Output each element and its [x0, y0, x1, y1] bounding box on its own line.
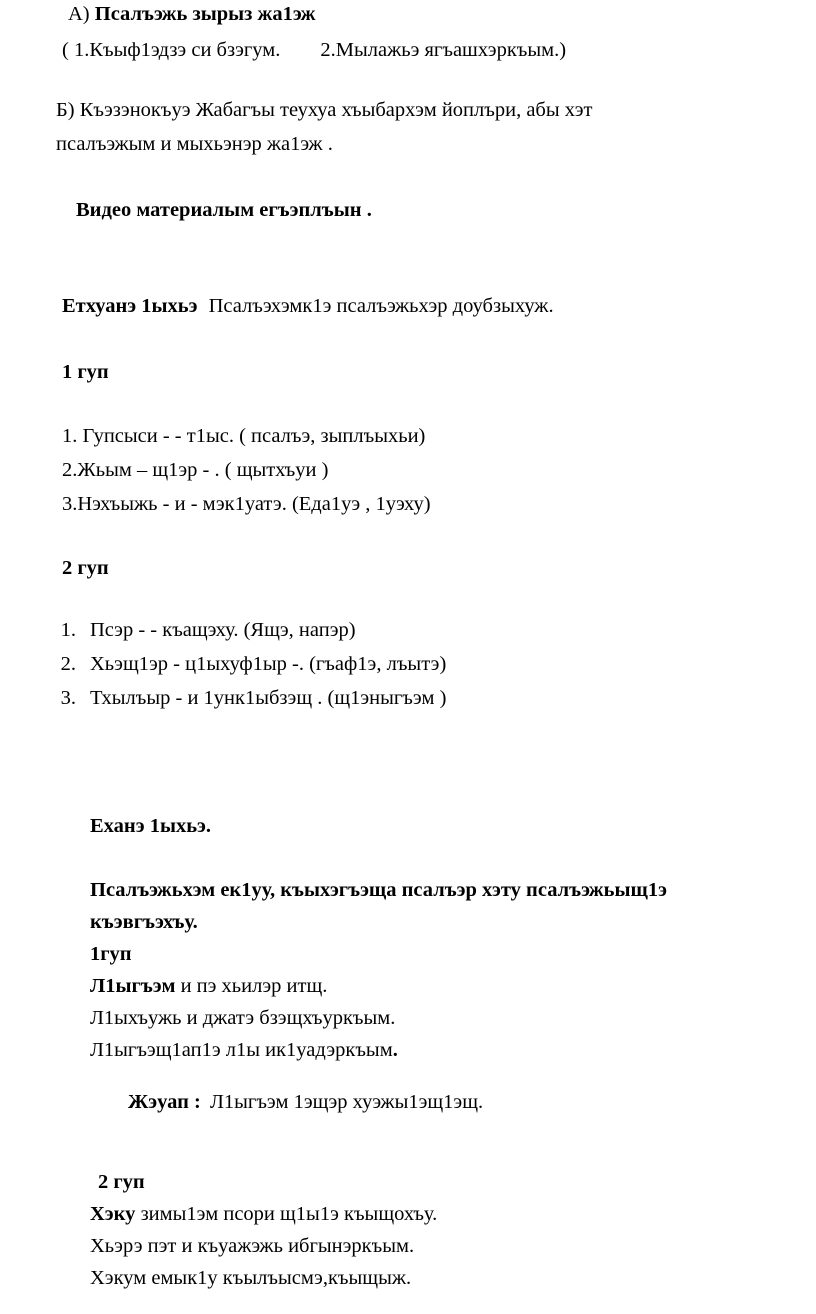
list-number: 3.	[60, 687, 76, 709]
section-a-title-line	[68, 2, 315, 26]
group-1-item: 3.Нэхъыжь - и - мэк1уатэ. (Еда1уэ , 1уэху)	[62, 493, 431, 515]
section-a-proverbs-line	[62, 38, 566, 62]
group-3-heading: 1гуп	[90, 943, 132, 965]
group-1-item: 2.Жьым – щ1эр - . ( щытхъуи )	[62, 459, 329, 481]
task-1-line	[62, 294, 554, 318]
group-4-line-1	[90, 1202, 437, 1226]
section-b-line-1: Б) Къэзэнокъуэ Жабагъы теухуа хъыбархэм йоплъри, абы хэт	[56, 99, 593, 121]
section-b-line-2: псалъэжым и мыхьэнэр жа1эж .	[56, 133, 333, 155]
group-1-heading: 1 гуп	[62, 361, 109, 383]
task-2-instruction-1: Псалъэжьхэм ек1уу, къыхэгъэща псалъэр хэту псалъэжьыщ1э	[90, 879, 667, 901]
list-number: 2.	[60, 653, 76, 675]
group-2-item	[52, 652, 446, 676]
list-text: Псэр - - къащэху. (Ящэ, напэр)	[90, 619, 356, 641]
group-2-heading: 2 гуп	[62, 557, 109, 579]
keyword: Л1ыгъэм	[90, 975, 176, 997]
list-text: Тхылъыр - и 1унк1ыбзэщ . (щ1эныгъэм )	[90, 687, 447, 709]
answer-text: Л1ыгъэм 1эщэр хуэжы1эщ1эщ.	[209, 1091, 484, 1113]
group-3-line-3	[90, 1038, 398, 1062]
group-1-item: 1. Гупсыси - - т1ыс. ( псалъэ, зыплъыхьи)	[62, 425, 426, 447]
group-3-line-2: Л1ыхъужь и джатэ бзэщхъуркъым.	[90, 1007, 396, 1029]
proverb-2: 2.Мылажьэ ягъашхэркъым.)	[320, 39, 567, 61]
line-rest: и пэ хьилэр итщ.	[175, 975, 328, 997]
video-heading: Видео материалым егъэплъын .	[76, 199, 372, 221]
task-1-text: Псалъэхэмк1э псалъэжьхэр доубзыхуж.	[208, 295, 554, 317]
section-a-prefix: А)	[68, 3, 90, 25]
section-a-title: Псалъэжь зырыз жа1эж	[94, 3, 316, 25]
list-number: 1.	[60, 619, 76, 641]
answer-line	[128, 1090, 483, 1114]
group-2-item	[52, 686, 446, 710]
keyword: Хэку	[90, 1203, 136, 1225]
line-rest: зимы1эм псори щ1ы1э къыщохъу.	[135, 1203, 438, 1225]
group-3-line-1	[90, 974, 327, 998]
group-2-item	[52, 618, 356, 642]
line-end: .	[392, 1039, 398, 1061]
task-2-instruction-2: къэвгъэхъу.	[90, 911, 198, 933]
group-4-line-3: Хэкум емык1у къылъысмэ,къыщыж.	[90, 1267, 412, 1289]
answer-label: Жэуап :	[128, 1091, 201, 1113]
group-4-line-2: Хьэрэ пэт и къуажэжь ибгынэркъым.	[90, 1235, 415, 1257]
proverb-1: ( 1.Къыф1эдзэ си бзэгум.	[62, 39, 281, 61]
task-2-heading: Еханэ 1ыхьэ.	[90, 815, 212, 837]
group-4-heading: 2 гуп	[98, 1171, 145, 1193]
task-1-label: Етхуанэ 1ыхьэ	[62, 295, 198, 317]
line-main: Л1ыгъэщ1ап1э л1ы ик1уадэркъым	[90, 1039, 393, 1061]
list-text: Хьэщ1эр - ц1ыхуф1ыр -. (гъаф1э, лъытэ)	[90, 653, 447, 675]
